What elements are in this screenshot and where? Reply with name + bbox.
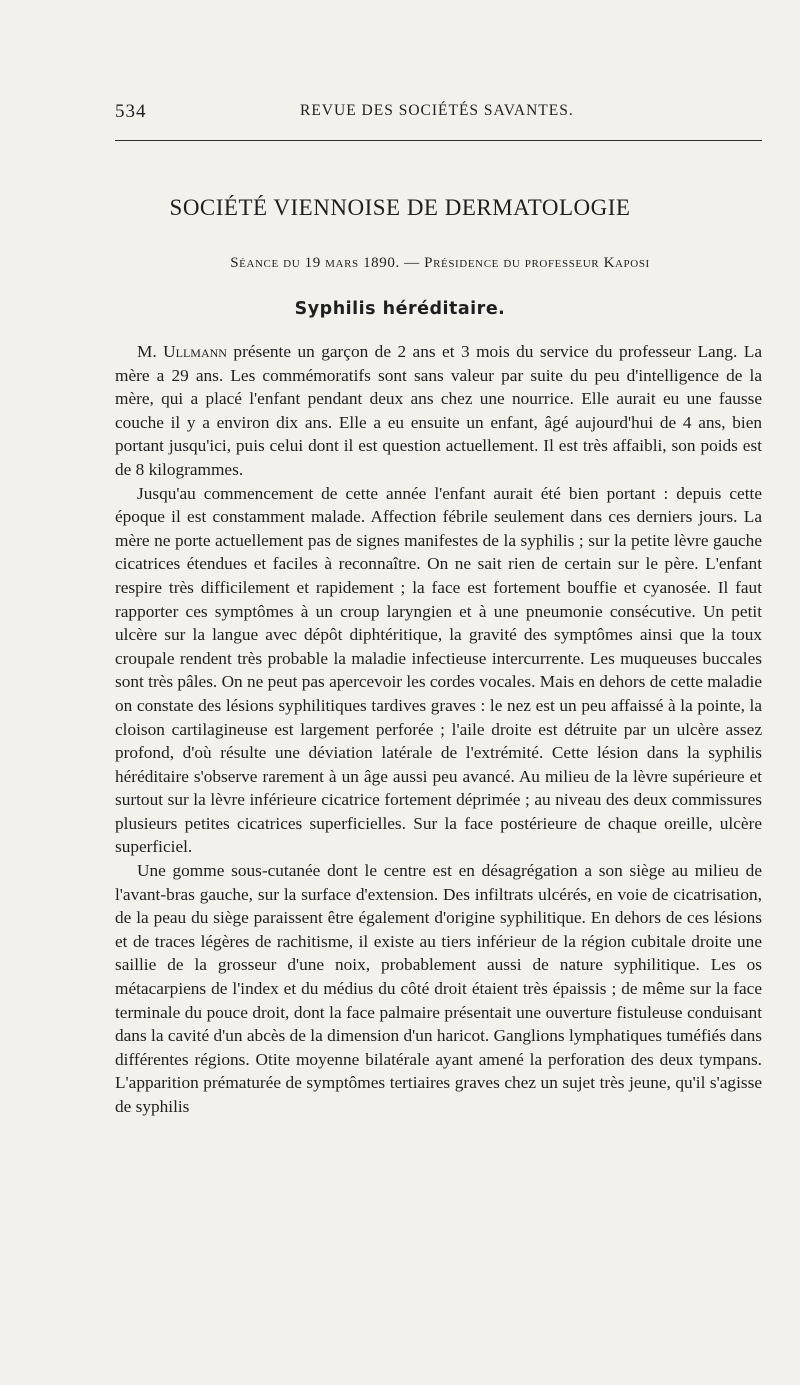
header-rule — [115, 140, 762, 141]
speaker-name: M. Ullmann — [137, 342, 227, 361]
society-title: SOCIÉTÉ VIENNOISE DE DERMATOLOGIE — [169, 195, 631, 220]
paragraph-3: Une gomme sous-cutanée dont le centre est en désagrégation a son siège au milieu de l'avant-bras gauche, sur la surface d'extension. Des infiltrats ulcérés, en voie de cicatrisation, de la peau du siège paraissent être également d'origine syphilitique. En dehors de ces lésions et de traces légères de rachitisme, il existe au tiers inférieur de la région cubitale droite une saillie de la grosseur d'une noix, probablement aussi de nature syphilitique. Les os métacarpiens de l'index et du médius du côté droit étaient très épaissis ; de même sur la face terminale du pouce droit, dont la face palmaire présentait une ouverture fistuleuse conduisant dans la cavité d'un abcès de la dimension d'un haricot. Ganglions lymphatiques tuméfiés dans différentes régions. Otite moyenne bilatérale ayant amené la perforation des deux tympans. L'apparition prématurée de symptômes tertiaires graves chez un sujet très jeune, qu'il s'agisse de syphilis — [115, 861, 762, 1116]
page-number: 534 — [115, 101, 147, 122]
paragraph-1-text: présente un garçon de 2 ans et 3 mois du service du professeur Lang. La mère a 29 ans. Les commémoratifs sont sans valeur par suite du peu d'intelligence de la mère, qui a placé l'enfant pendant deux ans chez une nourrice. Elle aurait eu une fausse couche il y a environ dix ans. Elle a eu ensuite un enfant, âgé aujourd'hui de 4 ans, bien portant jusqu'ici, puis celui dont il est question actuellement. Il est très affaibli, son poids est de 8 kilogrammes. — [115, 342, 762, 479]
article-body — [115, 340, 762, 1119]
section-title: Syphilis héréditaire. — [294, 299, 506, 319]
journal-title: REVUE DES SOCIÉTÉS SAVANTES. — [300, 102, 574, 119]
session-line: Séance du 19 mars 1890. — Présidence du professeur Kaposi — [230, 255, 650, 271]
paragraph-2: Jusqu'au commencement de cette année l'enfant aurait été bien portant : depuis cette époque il est constamment malade. Affection fébrile seulement dans ces derniers jours. La mère ne porte actuellement pas de signes manifestes de la syphilis ; sur la petite lèvre gauche cicatrices étendues et faciles à reconnaître. On ne sait rien de certain sur le père. L'enfant respire très difficilement et rapidement ; la face est fortement bouffie et cyanosée. Il faut rapporter ces symptômes à un croup laryngien et à une pneumonie consécutive. Un petit ulcère sur la langue avec dépôt diphtéritique, la gravité des symptômes ainsi que la toux croupale rendent très probable la maladie infectieuse intercurrente. Les muqueuses buccales sont très pâles. On ne peut pas apercevoir les cordes vocales. Mais en dehors de cette maladie on constate des lésions syphilitiques tardives graves : le nez est un peu affaissé à la pointe, la cloison cartilagineuse est largement perforée ; l'aile droite est détruite par un ulcère assez profond, d'où résulte une déviation latérale de l'extrémité. Cette lésion dans la syphilis héréditaire s'observe rarement à un âge aussi peu avancé. Au milieu de la lèvre supérieure et surtout sur la lèvre inférieure cicatrice fortement déprimée ; au niveau des deux commissures plusieurs petites cicatrices superficielles. Sur la face postérieure de chaque oreille, ulcère superficiel. — [115, 483, 762, 857]
paragraph-1 — [115, 340, 762, 482]
